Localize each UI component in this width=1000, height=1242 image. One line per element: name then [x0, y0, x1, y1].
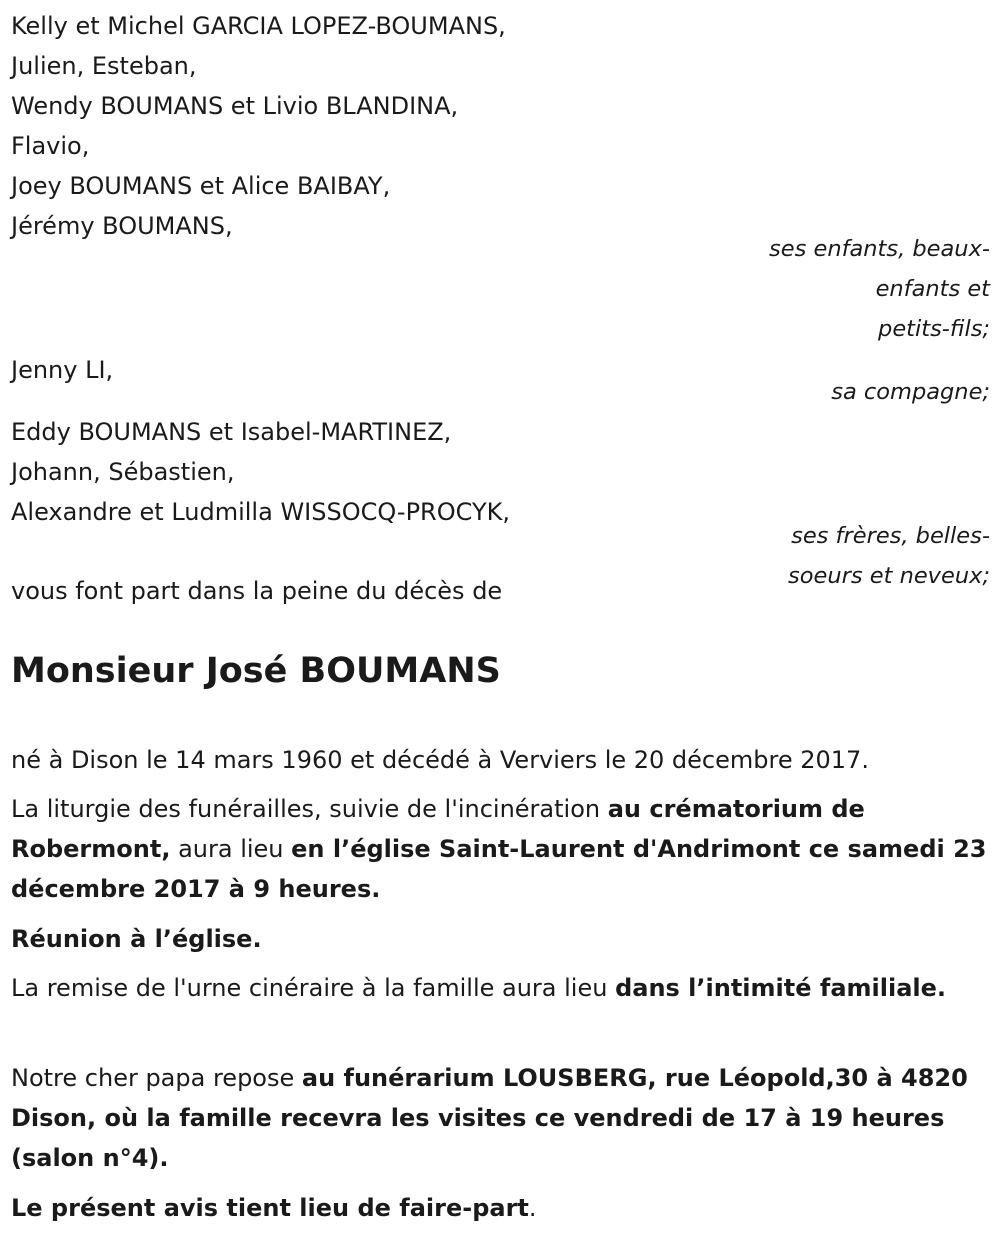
- funerarium-text: Notre cher papa repose: [11, 1064, 302, 1092]
- urn-text: La remise de l'urne cinéraire à la famille aura lieu: [11, 974, 616, 1002]
- closing-text: Le présent avis tient lieu de faire-part: [11, 1194, 529, 1222]
- sibling-line-1: Eddy BOUMANS et Isabel-MARTINEZ,: [11, 418, 452, 446]
- sibling-line-2: Johann, Sébastien,: [11, 458, 235, 486]
- urn-intimacy: dans l’intimité familiale.: [615, 974, 947, 1002]
- birth-death-info: né à Dison le 14 mars 1960 et décédé à Verviers le 20 décembre 2017.: [11, 746, 869, 774]
- sibling-line-3: Alexandre et Ludmilla WISSOCQ-PROCYK,: [11, 498, 510, 526]
- partner-relation: sa compagne;: [831, 379, 990, 405]
- siblings-relation-line-1: ses frères, belles-: [791, 523, 990, 549]
- child-line-2: Julien, Esteban,: [11, 52, 197, 80]
- siblings-relation-line-2: soeurs et neveux;: [788, 563, 990, 589]
- child-line-4: Flavio,: [11, 132, 90, 160]
- closing-paragraph: [11, 1188, 991, 1228]
- liturgy-church-date: en l’église Saint-Laurent d'Andrimont ce samedi 23 décembre 2017 à 9 heures.: [11, 835, 987, 903]
- funerarium-details: au funérarium LOUSBERG, rue Léopold,30 à 4820 Dison, où la famille recevra les visites ce vendredi de 17 à 19 heures (salon n°4).: [11, 1064, 968, 1172]
- deceased-name: Monsieur José BOUMANS: [11, 651, 501, 691]
- child-line-6: Jérémy BOUMANS,: [11, 212, 233, 240]
- reunion-text: Réunion à l’église.: [11, 925, 262, 953]
- children-relation-line-1: ses enfants, beaux-: [769, 236, 990, 262]
- urn-paragraph: [11, 968, 991, 1008]
- child-line-3: Wendy BOUMANS et Livio BLANDINA,: [11, 92, 459, 120]
- liturgy-crematorium: au crématorium de Robermont,: [11, 795, 865, 863]
- funerarium-paragraph: [11, 1058, 991, 1178]
- liturgy-paragraph: [11, 789, 991, 909]
- children-relation-line-2: enfants et: [875, 276, 990, 302]
- reunion-paragraph: [11, 919, 991, 959]
- announcement-line: vous font part dans la peine du décès de: [11, 577, 503, 605]
- child-line-5: Joey BOUMANS et Alice BAIBAY,: [11, 172, 391, 200]
- child-line-1: Kelly et Michel GARCIA LOPEZ-BOUMANS,: [11, 12, 506, 40]
- liturgy-text-1: La liturgie des funérailles, suivie de l'incinération: [11, 795, 608, 823]
- partner-line: Jenny LI,: [11, 356, 114, 384]
- closing-period: .: [528, 1194, 537, 1222]
- children-relation-line-3: petits-fils;: [878, 316, 990, 342]
- liturgy-text-2: aura lieu: [170, 835, 292, 863]
